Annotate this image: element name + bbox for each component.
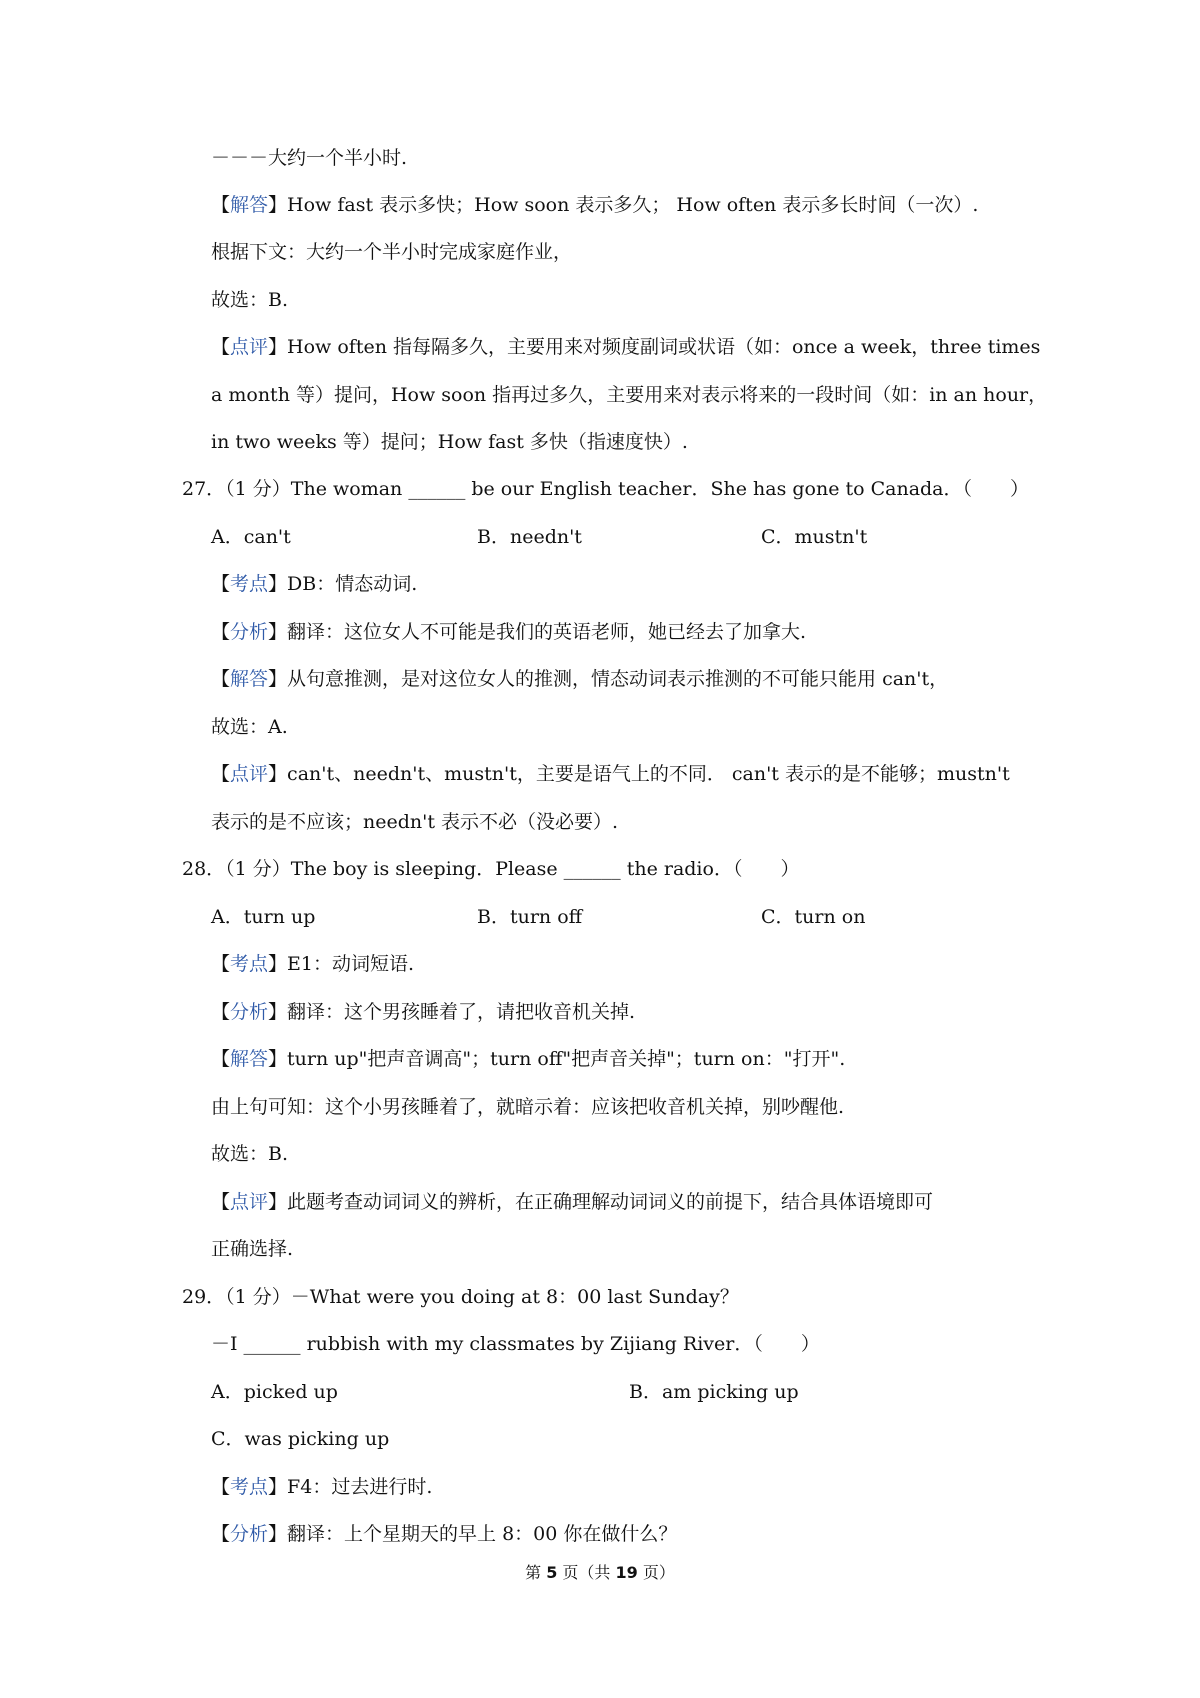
- text-line: [629, 1380, 799, 1404]
- section-tag: 解答: [230, 194, 269, 216]
- footer-suffix: 页）: [642, 1563, 675, 1582]
- text-line: [477, 905, 582, 929]
- line-text: －－－大约一个半小时.: [211, 147, 408, 169]
- text-line: [211, 1332, 820, 1356]
- line-text: 故选：B.: [211, 1143, 289, 1165]
- text-line: 【考点】F4：过去进行时.: [211, 1476, 433, 1498]
- line-text: 故选：B.: [211, 289, 289, 311]
- text-line: [182, 857, 799, 881]
- footer-page-number: 5: [546, 1563, 558, 1582]
- line-text: How often 指每隔多久，主要用来对频度副词或状语（如：once a week，three times: [287, 336, 1041, 358]
- text-line: [761, 905, 865, 929]
- text-line: [182, 1285, 739, 1309]
- line-text: 根据下文：大约一个半小时完成家庭作业，: [211, 241, 573, 263]
- text-line: [211, 430, 688, 454]
- text-line: 【分析】翻译：这位女人不可能是我们的英语老师，她已经去了加拿大.: [211, 621, 807, 643]
- line-text: in two weeks 等）提问；How fast 多快（指速度快）.: [211, 431, 688, 453]
- text-line: [211, 1142, 288, 1166]
- line-text: 表示的是不应该；needn't 表示不必（没必要）.: [211, 811, 619, 833]
- section-tag: 考点: [230, 573, 269, 595]
- text-line: 【解答】从句意推测，是对这位女人的推测，情态动词表示推测的不可能只能用 can't，: [211, 668, 949, 690]
- text-line: [211, 288, 288, 312]
- line-text: 从句意推测，是对这位女人的推测，情态动词表示推测的不可能只能用 can't，: [287, 668, 949, 690]
- text-line: [761, 525, 867, 549]
- text-line: 【解答】turn up"把声音调高"；turn off"把声音关掉"；turn on："打开".: [211, 1048, 846, 1070]
- line-text: a month 等）提问，How soon 指再过多久，主要用来对表示将来的一段时间（如：in an hour，: [211, 384, 1048, 406]
- line-text: B．am picking up: [629, 1381, 799, 1403]
- line-text: B．needn't: [477, 526, 582, 548]
- footer-total-pages: 19: [615, 1563, 638, 1582]
- text-line: [211, 905, 315, 929]
- text-line: [182, 477, 1029, 501]
- section-tag: 分析: [230, 1001, 269, 1023]
- section-tag: 点评: [230, 336, 269, 358]
- line-text: C．was picking up: [211, 1428, 390, 1450]
- line-text: A．turn up: [211, 906, 316, 928]
- line-text: F4：过去进行时.: [287, 1476, 433, 1498]
- footer-middle: 页（共: [562, 1563, 611, 1582]
- section-tag: 考点: [230, 1476, 269, 1498]
- text-line: 【点评】How often 指每隔多久，主要用来对频度副词或状语（如：once a week，three times: [211, 336, 1041, 358]
- line-text: 此题考查动词词义的辨析，在正确理解动词词义的前提下，结合具体语境即可: [287, 1191, 934, 1213]
- section-tag: 解答: [230, 1048, 269, 1070]
- text-line: [211, 146, 407, 170]
- line-text: －I ______ rubbish with my classmates by Zijiang River．（ ）: [211, 1333, 820, 1355]
- text-line: [211, 1380, 338, 1404]
- line-text: 翻译：上个星期天的早上 8：00 你在做什么？: [287, 1523, 678, 1545]
- section-tag: 分析: [230, 1523, 269, 1545]
- text-line: 【解答】How fast 表示多快；How soon 表示多久； How often 表示多长时间（一次）.: [211, 194, 979, 216]
- line-text: 29．（1 分）－What were you doing at 8：00 last Sunday？: [182, 1286, 739, 1308]
- line-text: B．turn off: [477, 906, 583, 928]
- text-line: [211, 810, 618, 834]
- line-text: 正确选择.: [211, 1238, 294, 1260]
- text-line: 【点评】can't、needn't、mustn't，主要是语气上的不同． can't 表示的是不能够；mustn't: [211, 763, 1010, 785]
- text-line: 【考点】DB：情态动词.: [211, 573, 418, 595]
- text-line: 【分析】翻译：这个男孩睡着了，请把收音机关掉.: [211, 1001, 636, 1023]
- line-text: 由上句可知：这个小男孩睡着了，就暗示着：应该把收音机关掉，别吵醒他.: [211, 1096, 845, 1118]
- text-line: 【考点】E1：动词短语.: [211, 953, 415, 975]
- section-tag: 点评: [230, 763, 269, 785]
- text-line: [477, 525, 582, 549]
- text-line: [211, 383, 1047, 407]
- line-text: How fast 表示多快；How soon 表示多久； How often 表示多长时间（一次）.: [287, 194, 979, 216]
- page-footer: [0, 1560, 1200, 1583]
- section-tag: 点评: [230, 1191, 269, 1213]
- text-line: [211, 715, 288, 739]
- line-text: 故选：A.: [211, 716, 288, 738]
- footer-prefix: 第: [525, 1563, 542, 1582]
- line-text: C．turn on: [761, 906, 866, 928]
- text-line: [211, 1095, 844, 1119]
- text-line: [211, 240, 572, 264]
- line-text: E1：动词短语.: [287, 953, 415, 975]
- text-line: [211, 1237, 293, 1261]
- section-tag: 解答: [230, 668, 269, 690]
- text-line: 【点评】此题考查动词词义的辨析，在正确理解动词词义的前提下，结合具体语境即可: [211, 1191, 934, 1213]
- line-text: 28．（1 分）The boy is sleeping．Please ______ the radio．（ ）: [182, 858, 800, 880]
- text-line: [211, 525, 291, 549]
- line-text: turn up"把声音调高"；turn off"把声音关掉"；turn on："打开".: [287, 1048, 846, 1070]
- text-line: 【分析】翻译：上个星期天的早上 8：00 你在做什么？: [211, 1523, 678, 1545]
- line-text: C．mustn't: [761, 526, 868, 548]
- line-text: 27．（1 分）The woman ______ be our English teacher．She has gone to Canada．（ ）: [182, 478, 1030, 500]
- line-text: DB：情态动词.: [287, 573, 418, 595]
- line-text: 翻译：这位女人不可能是我们的英语老师，她已经去了加拿大.: [287, 621, 807, 643]
- text-line: [211, 1427, 389, 1451]
- section-tag: 分析: [230, 621, 269, 643]
- line-text: can't、needn't、mustn't，主要是语气上的不同． can't 表示的是不能够；mustn't: [287, 763, 1010, 785]
- line-text: A．can't: [211, 526, 291, 548]
- line-text: A．picked up: [211, 1381, 338, 1403]
- section-tag: 考点: [230, 953, 269, 975]
- line-text: 翻译：这个男孩睡着了，请把收音机关掉.: [287, 1001, 636, 1023]
